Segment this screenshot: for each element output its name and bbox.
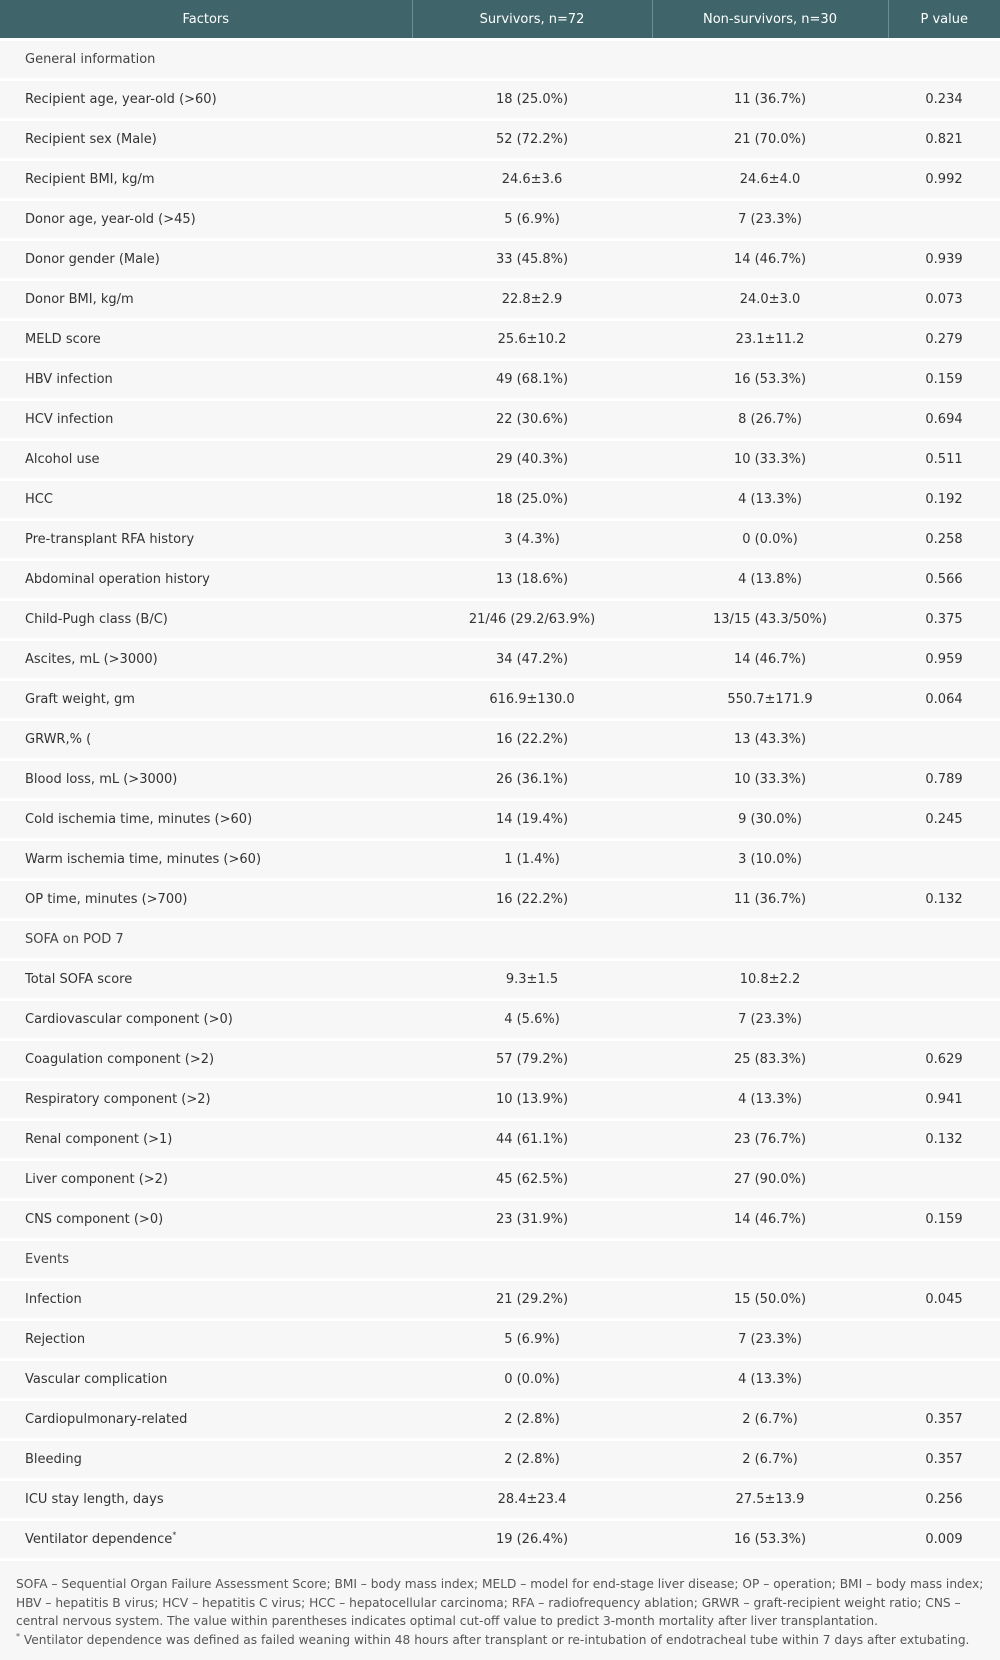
factor-label: Liver component (>2) — [25, 1172, 169, 1187]
factor-cell — [0, 880, 412, 920]
table-row — [0, 1520, 1000, 1559]
section-row — [0, 1240, 1000, 1280]
p-value-cell: 0.245 — [888, 800, 1000, 840]
factor-label: Warm ischemia time, minutes (>60) — [25, 852, 262, 867]
table-row — [0, 200, 1000, 240]
factor-label: Cardiopulmonary-related — [25, 1412, 188, 1427]
p-value-cell: 0.694 — [888, 400, 1000, 440]
p-value-cell: 0.064 — [888, 680, 1000, 720]
nonsurvivors-cell: 24.0±3.0 — [652, 280, 888, 320]
table-row — [0, 1440, 1000, 1480]
p-value-cell: 0.192 — [888, 480, 1000, 520]
survivors-cell: 5 (6.9%) — [412, 1320, 652, 1360]
nonsurvivors-cell: 4 (13.3%) — [652, 1360, 888, 1400]
survivors-cell: 21 (29.2%) — [412, 1280, 652, 1320]
factor-label: CNS component (>0) — [25, 1212, 164, 1227]
survivors-cell: 9.3±1.5 — [412, 960, 652, 1000]
factor-label: Renal component (>1) — [25, 1132, 173, 1147]
table-row — [0, 800, 1000, 840]
nonsurvivors-cell: 4 (13.3%) — [652, 480, 888, 520]
nonsurvivors-cell: 4 (13.8%) — [652, 560, 888, 600]
p-value-cell — [888, 960, 1000, 1000]
p-value-cell: 0.357 — [888, 1440, 1000, 1480]
factor-label: Ventilator dependence — [25, 1532, 173, 1547]
nonsurvivors-cell: 550.7±171.9 — [652, 680, 888, 720]
factor-cell — [0, 1000, 412, 1040]
factor-cell — [0, 1200, 412, 1240]
nonsurvivors-cell: 14 (46.7%) — [652, 640, 888, 680]
nonsurvivors-cell: 24.6±4.0 — [652, 160, 888, 200]
nonsurvivors-cell: 4 (13.3%) — [652, 1080, 888, 1120]
nonsurvivors-cell: 7 (23.3%) — [652, 200, 888, 240]
table-row — [0, 1400, 1000, 1440]
survivors-cell: 33 (45.8%) — [412, 240, 652, 280]
nonsurvivors-cell: 23 (76.7%) — [652, 1120, 888, 1160]
factor-label: Coagulation component (>2) — [25, 1052, 215, 1067]
factor-cell — [0, 400, 412, 440]
table-row — [0, 320, 1000, 360]
survivors-cell: 2 (2.8%) — [412, 1440, 652, 1480]
factor-cell — [0, 1320, 412, 1360]
factor-cell — [0, 360, 412, 400]
nonsurvivors-cell: 14 (46.7%) — [652, 1200, 888, 1240]
footnotes — [0, 1558, 1000, 1649]
survivors-cell: 57 (79.2%) — [412, 1040, 652, 1080]
factor-cell — [0, 680, 412, 720]
nonsurvivors-cell: 10 (33.3%) — [652, 440, 888, 480]
factor-label: Recipient age, year-old (>60) — [25, 92, 217, 107]
nonsurvivors-cell: 3 (10.0%) — [652, 840, 888, 880]
table-row — [0, 1320, 1000, 1360]
survivors-cell: 25.6±10.2 — [412, 320, 652, 360]
factor-label: HCC — [25, 492, 53, 507]
factor-label: Rejection — [25, 1332, 86, 1347]
p-value-cell: 0.159 — [888, 1200, 1000, 1240]
factor-cell — [0, 960, 412, 1000]
survivors-cell: 10 (13.9%) — [412, 1080, 652, 1120]
factor-label: Donor BMI, kg/m — [25, 292, 134, 307]
p-value-cell — [888, 200, 1000, 240]
table-row — [0, 360, 1000, 400]
factor-label: Abdominal operation history — [25, 572, 210, 587]
table-row — [0, 1360, 1000, 1400]
table-row — [0, 80, 1000, 120]
factor-cell — [0, 1440, 412, 1480]
p-value-cell: 0.256 — [888, 1480, 1000, 1520]
p-value-cell: 0.132 — [888, 1120, 1000, 1160]
factor-cell — [0, 640, 412, 680]
p-value-cell — [888, 720, 1000, 760]
survivors-cell: 0 (0.0%) — [412, 1360, 652, 1400]
factor-cell — [0, 440, 412, 480]
p-value-cell — [888, 1160, 1000, 1200]
factor-label: Vascular complication — [25, 1372, 168, 1387]
table-row — [0, 1480, 1000, 1520]
survivors-cell: 19 (26.4%) — [412, 1520, 652, 1559]
p-value-cell: 0.234 — [888, 80, 1000, 120]
factor-cell — [0, 280, 412, 320]
section-label: Events — [0, 1240, 1000, 1280]
p-value-cell: 0.941 — [888, 1080, 1000, 1120]
p-value-cell: 0.132 — [888, 880, 1000, 920]
nonsurvivors-cell: 9 (30.0%) — [652, 800, 888, 840]
factor-label: Recipient sex (Male) — [25, 132, 157, 147]
table-body — [0, 40, 1000, 1559]
header-factors: Factors — [0, 0, 412, 40]
factor-cell — [0, 200, 412, 240]
header-survivors: Survivors, n=72 — [412, 0, 652, 40]
survivors-cell: 21/46 (29.2/63.9%) — [412, 600, 652, 640]
survivors-cell: 45 (62.5%) — [412, 1160, 652, 1200]
factor-label: Recipient BMI, kg/m — [25, 172, 155, 187]
factor-label: Respiratory component (>2) — [25, 1092, 211, 1107]
p-value-cell: 0.992 — [888, 160, 1000, 200]
section-row — [0, 920, 1000, 960]
survivors-cell: 24.6±3.6 — [412, 160, 652, 200]
section-row — [0, 40, 1000, 80]
p-value-cell: 0.511 — [888, 440, 1000, 480]
factor-label: Bleeding — [25, 1452, 82, 1467]
header-nonsurvivors: Non-survivors, n=30 — [652, 0, 888, 40]
table-row — [0, 1160, 1000, 1200]
ventilator-footnote-text: Ventilator dependence was defined as failed weaning within 48 hours after transplant or re-intubation of endotracheal tube within 7 days after extubating. — [20, 1632, 970, 1647]
table-row — [0, 1120, 1000, 1160]
table-row — [0, 560, 1000, 600]
abbreviations-note: SOFA – Sequential Organ Failure Assessment Score; BMI – body mass index; MELD – model for end-stage liver disease; OP – operation; BMI – body mass index; HBV – hepatitis B virus; HCV – hepatitis C virus; HCC – hepatocellular carcinoma; RFA – radiofrequency ablation; GRWR – graft-recipient weight ratio; CNS – central nervous system. The value within parentheses indicates optimal cut-off value to predict 3-month mortality after liver transplantation. — [16, 1577, 984, 1628]
survivors-cell: 14 (19.4%) — [412, 800, 652, 840]
nonsurvivors-cell: 21 (70.0%) — [652, 120, 888, 160]
factor-label: Infection — [25, 1292, 82, 1307]
nonsurvivors-cell: 16 (53.3%) — [652, 360, 888, 400]
header-row — [0, 0, 1000, 40]
nonsurvivors-cell: 10.8±2.2 — [652, 960, 888, 1000]
survivors-cell: 4 (5.6%) — [412, 1000, 652, 1040]
factor-cell — [0, 480, 412, 520]
nonsurvivors-cell: 2 (6.7%) — [652, 1400, 888, 1440]
p-value-cell: 0.821 — [888, 120, 1000, 160]
nonsurvivors-cell: 10 (33.3%) — [652, 760, 888, 800]
survivors-cell: 44 (61.1%) — [412, 1120, 652, 1160]
survivors-cell: 34 (47.2%) — [412, 640, 652, 680]
factor-label: Donor gender (Male) — [25, 252, 160, 267]
factor-cell — [0, 800, 412, 840]
p-value-cell: 0.939 — [888, 240, 1000, 280]
factor-cell — [0, 1040, 412, 1080]
factor-label: Alcohol use — [25, 452, 100, 467]
table-header — [0, 0, 1000, 40]
factor-cell — [0, 560, 412, 600]
p-value-cell: 0.629 — [888, 1040, 1000, 1080]
survivors-cell: 18 (25.0%) — [412, 80, 652, 120]
table-row — [0, 1040, 1000, 1080]
factor-label: Graft weight, gm — [25, 692, 135, 707]
table-row — [0, 880, 1000, 920]
factor-label: Donor age, year-old (>45) — [25, 212, 196, 227]
factor-label: Pre-transplant RFA history — [25, 532, 195, 547]
factor-label: Child-Pugh class (B/C) — [25, 612, 168, 627]
nonsurvivors-cell: 16 (53.3%) — [652, 1520, 888, 1559]
survivors-cell: 3 (4.3%) — [412, 520, 652, 560]
p-value-cell: 0.789 — [888, 760, 1000, 800]
survivors-cell: 5 (6.9%) — [412, 200, 652, 240]
factor-label: Total SOFA score — [25, 972, 133, 987]
p-value-cell: 0.375 — [888, 600, 1000, 640]
table-row — [0, 1000, 1000, 1040]
footnote-mark: * — [16, 1631, 20, 1641]
ventilator-footnote — [16, 1631, 984, 1650]
nonsurvivors-cell: 27.5±13.9 — [652, 1480, 888, 1520]
survivors-cell: 1 (1.4%) — [412, 840, 652, 880]
factor-label: HCV infection — [25, 412, 114, 427]
table-row — [0, 280, 1000, 320]
table-row — [0, 1080, 1000, 1120]
p-value-cell — [888, 1000, 1000, 1040]
factor-cell — [0, 80, 412, 120]
nonsurvivors-cell: 13/15 (43.3/50%) — [652, 600, 888, 640]
nonsurvivors-cell: 15 (50.0%) — [652, 1280, 888, 1320]
table-row — [0, 1200, 1000, 1240]
factor-label: OP time, minutes (>700) — [25, 892, 188, 907]
factor-label: Cold ischemia time, minutes (>60) — [25, 812, 253, 827]
nonsurvivors-cell: 13 (43.3%) — [652, 720, 888, 760]
factor-cell — [0, 320, 412, 360]
survivors-cell: 18 (25.0%) — [412, 480, 652, 520]
survivors-cell: 616.9±130.0 — [412, 680, 652, 720]
survivors-cell: 16 (22.2%) — [412, 880, 652, 920]
table-row — [0, 160, 1000, 200]
factor-cell — [0, 1120, 412, 1160]
p-value-cell — [888, 840, 1000, 880]
survivors-cell: 49 (68.1%) — [412, 360, 652, 400]
factor-cell — [0, 240, 412, 280]
footnote-mark: * — [172, 1530, 177, 1540]
nonsurvivors-cell: 14 (46.7%) — [652, 240, 888, 280]
nonsurvivors-cell: 11 (36.7%) — [652, 880, 888, 920]
table-row — [0, 840, 1000, 880]
nonsurvivors-cell: 27 (90.0%) — [652, 1160, 888, 1200]
nonsurvivors-cell: 8 (26.7%) — [652, 400, 888, 440]
factor-label: Blood loss, mL (>3000) — [25, 772, 178, 787]
table-row — [0, 760, 1000, 800]
factor-cell — [0, 160, 412, 200]
factor-cell — [0, 1400, 412, 1440]
table-row — [0, 720, 1000, 760]
survivors-cell: 22.8±2.9 — [412, 280, 652, 320]
factor-label: MELD score — [25, 332, 101, 347]
factor-cell — [0, 760, 412, 800]
p-value-cell: 0.258 — [888, 520, 1000, 560]
factor-cell — [0, 520, 412, 560]
nonsurvivors-cell: 7 (23.3%) — [652, 1000, 888, 1040]
p-value-cell: 0.357 — [888, 1400, 1000, 1440]
survivors-cell: 13 (18.6%) — [412, 560, 652, 600]
factor-cell — [0, 1160, 412, 1200]
p-value-cell: 0.073 — [888, 280, 1000, 320]
nonsurvivors-cell: 23.1±11.2 — [652, 320, 888, 360]
p-value-cell: 0.009 — [888, 1520, 1000, 1559]
factor-label: HBV infection — [25, 372, 113, 387]
p-value-cell: 0.566 — [888, 560, 1000, 600]
survivors-cell: 2 (2.8%) — [412, 1400, 652, 1440]
table-row — [0, 960, 1000, 1000]
factor-cell — [0, 1360, 412, 1400]
factor-label: Cardiovascular component (>0) — [25, 1012, 233, 1027]
section-label: General information — [0, 40, 1000, 80]
table-row — [0, 640, 1000, 680]
nonsurvivors-cell: 2 (6.7%) — [652, 1440, 888, 1480]
factor-cell — [0, 1280, 412, 1320]
p-value-cell — [888, 1320, 1000, 1360]
header-p-value: P value — [888, 0, 1000, 40]
survivors-cell: 16 (22.2%) — [412, 720, 652, 760]
table-row — [0, 1280, 1000, 1320]
p-value-cell: 0.279 — [888, 320, 1000, 360]
survivors-cell: 28.4±23.4 — [412, 1480, 652, 1520]
p-value-cell: 0.959 — [888, 640, 1000, 680]
factor-label: ICU stay length, days — [25, 1492, 164, 1507]
section-label: SOFA on POD 7 — [0, 920, 1000, 960]
survivors-cell: 52 (72.2%) — [412, 120, 652, 160]
nonsurvivors-cell: 25 (83.3%) — [652, 1040, 888, 1080]
factor-label: GRWR,% ( — [25, 732, 92, 747]
p-value-cell — [888, 1360, 1000, 1400]
table-row — [0, 520, 1000, 560]
factor-cell — [0, 600, 412, 640]
table-row — [0, 440, 1000, 480]
factor-cell — [0, 1080, 412, 1120]
nonsurvivors-cell: 11 (36.7%) — [652, 80, 888, 120]
survivors-cell: 23 (31.9%) — [412, 1200, 652, 1240]
survivors-cell: 22 (30.6%) — [412, 400, 652, 440]
table-row — [0, 400, 1000, 440]
table-row — [0, 240, 1000, 280]
table-row — [0, 480, 1000, 520]
nonsurvivors-cell: 7 (23.3%) — [652, 1320, 888, 1360]
factor-cell — [0, 840, 412, 880]
factor-label: Ascites, mL (>3000) — [25, 652, 158, 667]
p-value-cell: 0.045 — [888, 1280, 1000, 1320]
table-row — [0, 120, 1000, 160]
p-value-cell: 0.159 — [888, 360, 1000, 400]
survivors-cell: 29 (40.3%) — [412, 440, 652, 480]
nonsurvivors-cell: 0 (0.0%) — [652, 520, 888, 560]
table-row — [0, 600, 1000, 640]
table-row — [0, 680, 1000, 720]
survivors-cell: 26 (36.1%) — [412, 760, 652, 800]
factor-cell — [0, 1520, 412, 1559]
factor-cell — [0, 720, 412, 760]
factor-cell — [0, 120, 412, 160]
factor-cell — [0, 1480, 412, 1520]
